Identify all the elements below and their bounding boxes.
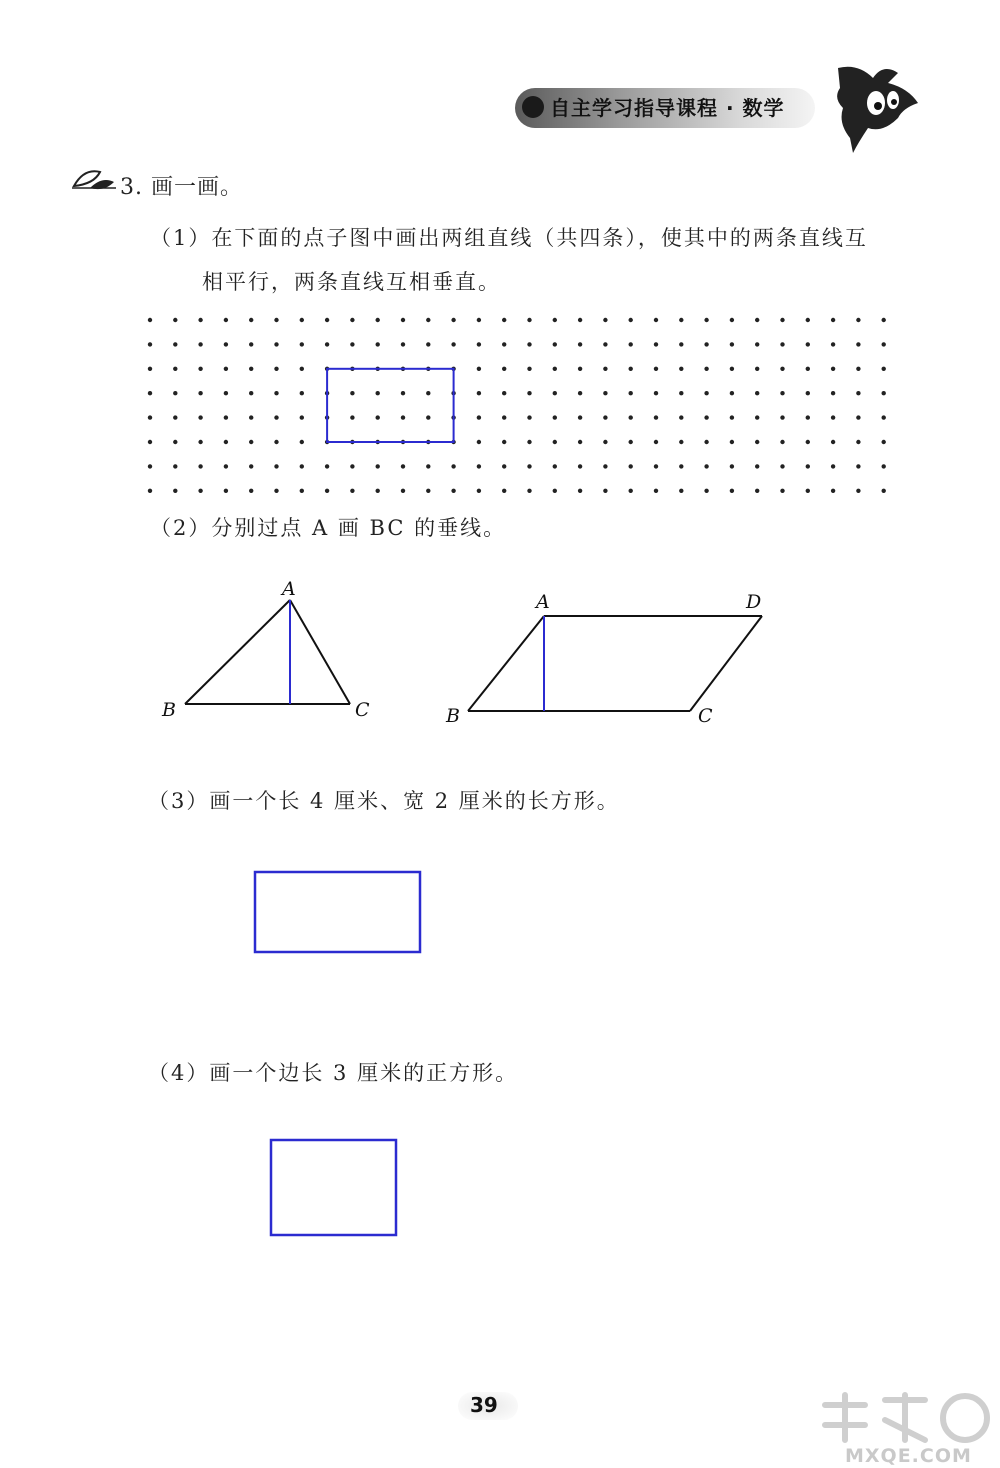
grid-dot <box>578 342 582 346</box>
parallelogram-label-b: B <box>446 705 460 727</box>
grid-dot <box>856 415 860 419</box>
grid-dot <box>477 415 481 419</box>
grid-dot <box>730 367 734 371</box>
grid-dot <box>806 415 810 419</box>
grid-dot <box>451 464 455 468</box>
grid-dot <box>553 440 557 444</box>
grid-dot <box>376 464 380 468</box>
grid-dot <box>629 342 633 346</box>
grid-drawn-rectangle <box>327 369 454 442</box>
grid-dot <box>401 342 405 346</box>
grid-dot <box>350 342 354 346</box>
grid-dot <box>198 489 202 493</box>
grid-dot <box>806 440 810 444</box>
grid-dot <box>553 342 557 346</box>
grid-dot <box>679 342 683 346</box>
grid-dot <box>603 440 607 444</box>
grid-dot <box>704 415 708 419</box>
grid-dot <box>527 318 531 322</box>
grid-dot <box>806 489 810 493</box>
grid-dot <box>249 318 253 322</box>
grid-dot <box>249 391 253 395</box>
grid-dot <box>173 464 177 468</box>
grid-dot <box>856 391 860 395</box>
grid-dot <box>856 489 860 493</box>
grid-dot <box>350 464 354 468</box>
grid-dot <box>704 367 708 371</box>
grid-dot <box>502 391 506 395</box>
grid-dot <box>679 318 683 322</box>
triangle-label-a: A <box>282 578 296 600</box>
grid-dot <box>224 464 228 468</box>
grid-dot <box>426 342 430 346</box>
grid-dot <box>578 415 582 419</box>
grid-dot <box>755 464 759 468</box>
grid-dot <box>477 440 481 444</box>
grid-dot <box>148 367 152 371</box>
grid-dot <box>274 464 278 468</box>
grid-dot <box>148 464 152 468</box>
parallelogram-side-ab <box>468 616 544 711</box>
grid-dot <box>527 367 531 371</box>
grid-dot <box>300 489 304 493</box>
grid-dot <box>882 318 886 322</box>
grid-dot <box>249 367 253 371</box>
grid-dot <box>553 464 557 468</box>
parallelogram-label-c: C <box>698 705 713 727</box>
grid-dot <box>173 367 177 371</box>
grid-dot <box>401 318 405 322</box>
triangle-side-ac <box>290 600 350 704</box>
grid-dot <box>502 464 506 468</box>
grid-dot <box>527 440 531 444</box>
grid-dot <box>173 415 177 419</box>
grid-dot <box>325 489 329 493</box>
grid-dot <box>755 489 759 493</box>
grid-dot <box>806 342 810 346</box>
grid-dot <box>882 489 886 493</box>
grid-dot <box>249 415 253 419</box>
grid-dot <box>629 489 633 493</box>
grid-dot <box>274 440 278 444</box>
grid-dot <box>679 391 683 395</box>
grid-dot <box>654 489 658 493</box>
grid-dot <box>300 415 304 419</box>
grid-dot <box>603 367 607 371</box>
grid-dot <box>553 391 557 395</box>
page-number: 39 <box>470 1393 498 1417</box>
grid-dot <box>679 367 683 371</box>
grid-dot <box>882 342 886 346</box>
grid-dot <box>350 415 354 419</box>
grid-dot <box>654 464 658 468</box>
grid-dot <box>502 367 506 371</box>
grid-dot <box>224 415 228 419</box>
triangle-figure <box>150 570 390 730</box>
grid-dot <box>704 489 708 493</box>
grid-dot <box>451 489 455 493</box>
grid-dot <box>477 489 481 493</box>
grid-dot <box>780 415 784 419</box>
grid-dot <box>730 489 734 493</box>
header-title: 自主学习指导课程 · 数学 <box>550 96 785 120</box>
triangle-label-c: C <box>355 699 370 721</box>
grid-dot <box>831 318 835 322</box>
drawn-rectangle <box>245 862 435 962</box>
grid-dot <box>502 342 506 346</box>
grid-dot <box>755 318 759 322</box>
grid-dot <box>704 391 708 395</box>
grid-dot <box>300 342 304 346</box>
parallelogram-figure <box>440 580 790 740</box>
grid-dot <box>477 318 481 322</box>
grid-dot <box>401 464 405 468</box>
grid-dot <box>300 318 304 322</box>
grid-dot <box>654 415 658 419</box>
grid-dot <box>198 391 202 395</box>
grid-dot <box>679 440 683 444</box>
grid-dot <box>426 464 430 468</box>
header-bullet-icon <box>522 96 544 118</box>
grid-dot <box>831 464 835 468</box>
grid-dot <box>882 440 886 444</box>
grid-dot <box>502 415 506 419</box>
grid-dot <box>806 464 810 468</box>
grid-dot <box>198 318 202 322</box>
grid-dot <box>148 489 152 493</box>
grid-dot <box>477 391 481 395</box>
grid-dot <box>350 391 354 395</box>
grid-dot <box>249 489 253 493</box>
triangle-side-ab <box>185 600 290 704</box>
grid-dot <box>603 415 607 419</box>
grid-dot <box>376 489 380 493</box>
grid-dot <box>806 318 810 322</box>
grid-dot <box>376 391 380 395</box>
cartoon-mascot-icon <box>828 58 928 158</box>
grid-dot <box>704 440 708 444</box>
grid-dot <box>831 489 835 493</box>
grid-dot <box>376 318 380 322</box>
grid-dot <box>806 367 810 371</box>
grid-dot <box>831 391 835 395</box>
grid-dot <box>780 489 784 493</box>
sub-question-1-text-line2: 相平行，两条直线互相垂直。 <box>202 270 501 294</box>
grid-dot <box>856 440 860 444</box>
grid-dot <box>603 342 607 346</box>
grid-dot <box>350 318 354 322</box>
grid-dot <box>730 391 734 395</box>
grid-dot <box>704 464 708 468</box>
grid-dot <box>755 367 759 371</box>
grid-dot <box>603 489 607 493</box>
grid-dot <box>274 367 278 371</box>
grid-dot <box>173 391 177 395</box>
grid-dot <box>654 318 658 322</box>
grid-dot <box>679 464 683 468</box>
grid-dot <box>553 367 557 371</box>
grid-dot <box>679 489 683 493</box>
grid-dot <box>426 415 430 419</box>
grid-dot <box>603 318 607 322</box>
triangle-label-b: B <box>162 699 176 721</box>
sub-question-4-text: （4）画一个边长 3 厘米的正方形。 <box>148 1061 519 1085</box>
grid-dot <box>401 415 405 419</box>
grid-dot <box>629 415 633 419</box>
grid-dot <box>704 318 708 322</box>
grid-dot <box>629 367 633 371</box>
grid-dot <box>654 367 658 371</box>
grid-dot <box>730 440 734 444</box>
grid-dot <box>198 367 202 371</box>
grid-dot <box>806 391 810 395</box>
grid-dot <box>224 440 228 444</box>
grid-dot <box>755 342 759 346</box>
grid-dot <box>426 318 430 322</box>
grid-dot <box>148 415 152 419</box>
grid-dot <box>679 415 683 419</box>
grid-dot <box>780 318 784 322</box>
grid-dot <box>502 318 506 322</box>
grid-dot <box>780 342 784 346</box>
grid-dot <box>553 415 557 419</box>
sub-question-1-text-line1: （1）在下面的点子图中画出两组直线（共四条），使其中的两条直线互 <box>150 226 868 250</box>
grid-dot <box>730 318 734 322</box>
grid-dot <box>249 440 253 444</box>
grid-dot <box>198 342 202 346</box>
grid-dot <box>401 489 405 493</box>
grid-dot <box>274 415 278 419</box>
parallelogram-label-a: A <box>536 591 550 613</box>
drawn-square <box>260 1130 410 1245</box>
grid-dot <box>856 464 860 468</box>
grid-dot <box>173 342 177 346</box>
sub-question-3-text: （3）画一个长 4 厘米、宽 2 厘米的长方形。 <box>148 789 620 813</box>
grid-dot <box>831 367 835 371</box>
grid-dot <box>477 464 481 468</box>
grid-dot <box>831 415 835 419</box>
grid-dot <box>629 464 633 468</box>
grid-dot <box>426 489 430 493</box>
grid-dot <box>578 318 582 322</box>
grid-dot <box>578 367 582 371</box>
grid-dot <box>882 415 886 419</box>
grid-dot <box>578 464 582 468</box>
grid-dot <box>274 391 278 395</box>
grid-dot <box>755 440 759 444</box>
grid-dot <box>755 391 759 395</box>
dot-grid <box>140 308 910 503</box>
grid-dot <box>527 464 531 468</box>
grid-dot <box>578 391 582 395</box>
grid-dot <box>553 318 557 322</box>
grid-dot <box>300 440 304 444</box>
grid-dot <box>629 318 633 322</box>
grid-dot <box>730 342 734 346</box>
grid-dot <box>780 367 784 371</box>
grid-dot <box>451 342 455 346</box>
grid-dot <box>325 318 329 322</box>
grid-dot <box>629 391 633 395</box>
grid-dot <box>148 342 152 346</box>
grid-dot <box>603 464 607 468</box>
grid-dot <box>654 391 658 395</box>
grid-dot <box>198 464 202 468</box>
grid-dot <box>198 415 202 419</box>
grid-dot <box>527 415 531 419</box>
grid-dot <box>882 367 886 371</box>
grid-dot <box>224 367 228 371</box>
grid-dot <box>249 464 253 468</box>
grid-dot <box>629 440 633 444</box>
grid-dot <box>376 415 380 419</box>
grid-dot <box>730 415 734 419</box>
grid-dot <box>578 489 582 493</box>
grid-dot <box>173 318 177 322</box>
grid-dot <box>755 415 759 419</box>
grid-dot <box>401 391 405 395</box>
grid-dot <box>300 391 304 395</box>
grid-dot <box>882 391 886 395</box>
grid-dot <box>148 440 152 444</box>
grid-dot <box>856 318 860 322</box>
leaf-icon <box>70 162 118 192</box>
parallelogram-label-d: D <box>746 591 762 613</box>
grid-dot <box>527 342 531 346</box>
question-3-title: 3. 画一画。 <box>120 175 243 200</box>
grid-dot <box>603 391 607 395</box>
grid-dot <box>148 391 152 395</box>
grid-dot <box>502 489 506 493</box>
grid-dot <box>856 342 860 346</box>
grid-dot <box>224 489 228 493</box>
grid-dot <box>704 342 708 346</box>
sub-question-2-text: （2）分别过点 A 画 BC 的垂线。 <box>150 516 507 540</box>
grid-dot <box>654 342 658 346</box>
parallelogram-side-dc <box>690 616 762 711</box>
grid-dot <box>426 391 430 395</box>
grid-dot <box>780 391 784 395</box>
grid-dot <box>224 391 228 395</box>
grid-dot <box>527 391 531 395</box>
grid-dot <box>325 342 329 346</box>
grid-dot <box>300 367 304 371</box>
grid-dot <box>274 489 278 493</box>
grid-dot <box>578 440 582 444</box>
grid-dot <box>249 342 253 346</box>
grid-dot <box>376 342 380 346</box>
grid-dot <box>224 342 228 346</box>
grid-dot <box>553 489 557 493</box>
grid-dot <box>527 489 531 493</box>
grid-dot <box>198 440 202 444</box>
grid-dot <box>831 342 835 346</box>
grid-dot <box>831 440 835 444</box>
grid-dot <box>350 489 354 493</box>
grid-dot <box>856 367 860 371</box>
watermark-text: MXQE.COM <box>845 1445 972 1467</box>
grid-dot <box>274 318 278 322</box>
grid-dot <box>224 318 228 322</box>
grid-dot <box>173 489 177 493</box>
grid-dot <box>300 464 304 468</box>
grid-dot <box>477 367 481 371</box>
grid-dot <box>654 440 658 444</box>
grid-dot <box>148 318 152 322</box>
grid-dot <box>274 342 278 346</box>
grid-dot <box>502 440 506 444</box>
grid-dot <box>451 318 455 322</box>
grid-dot <box>173 440 177 444</box>
grid-dot <box>882 464 886 468</box>
grid-dot <box>730 464 734 468</box>
grid-dot <box>325 464 329 468</box>
grid-dot <box>780 464 784 468</box>
grid-dot <box>780 440 784 444</box>
grid-dot <box>477 342 481 346</box>
